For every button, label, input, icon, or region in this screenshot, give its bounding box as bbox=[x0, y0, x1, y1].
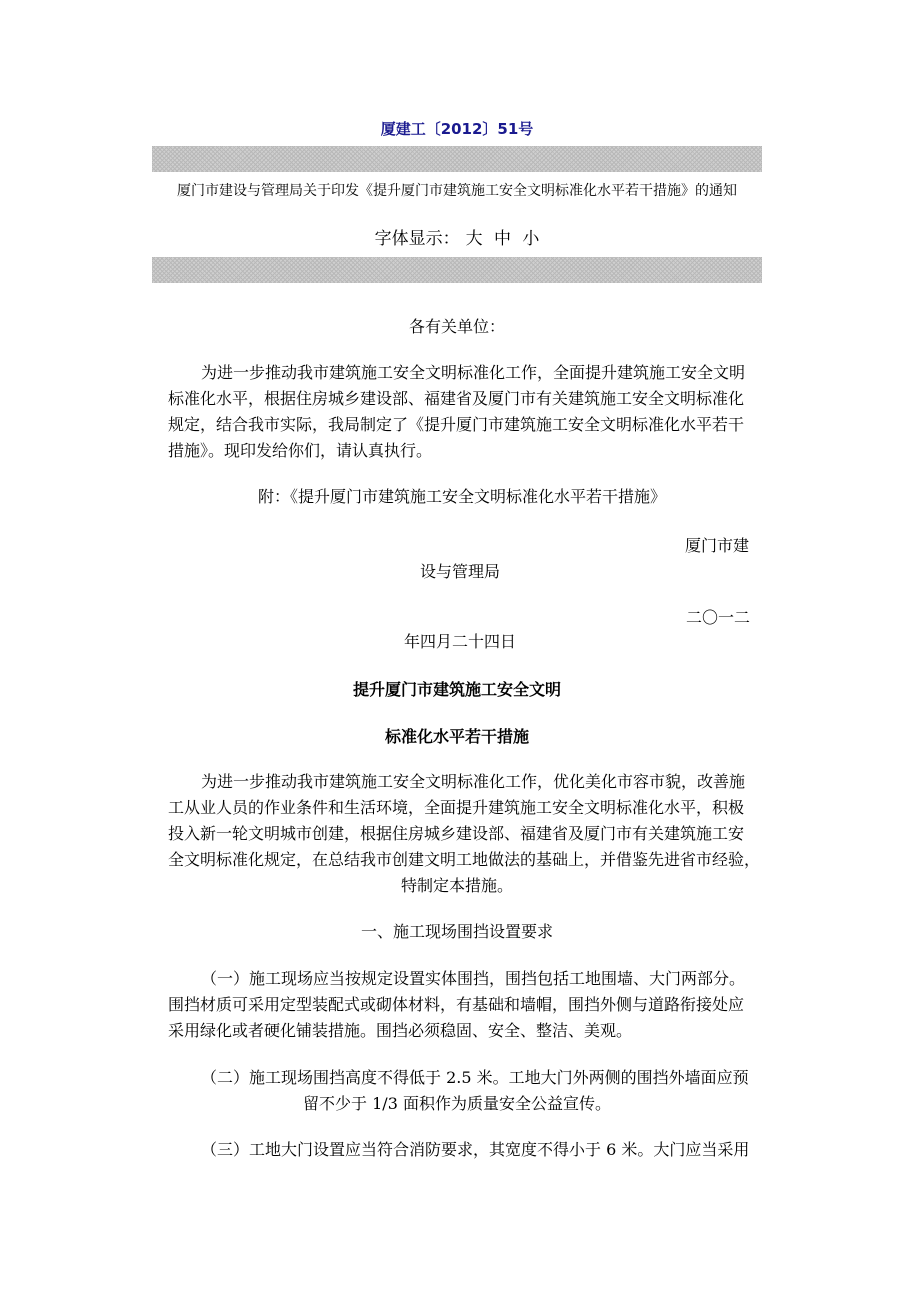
measures-intro-line: 全文明标准化规定，在总结我市创建文明工地做法的基础上，并借鉴先进省市经验， bbox=[168, 850, 761, 869]
salutation: 各有关单位： bbox=[408, 317, 505, 336]
intro-line: 规定，结合我市实际，我局制定了《提升厦门市建筑施工安全文明标准化水平若干 bbox=[168, 415, 745, 434]
font-size-large-link[interactable]: 大 bbox=[465, 229, 483, 249]
item-line: （三）工地大门设置应当符合消防要求，其宽度不得小于 6 米。大门应当采用 bbox=[201, 1140, 750, 1159]
item-line: 采用绿化或者硬化铺装措施。围挡必须稳固、安全、整洁、美观。 bbox=[168, 1021, 633, 1040]
item-line: （一）施工现场应当按规定设置实体围挡，围挡包括工地围墙、大门两部分。 bbox=[201, 969, 746, 988]
font-size-medium-link[interactable]: 中 bbox=[494, 229, 511, 249]
measures-intro-line: 工从业人员的作业条件和生活环境，全面提升建筑施工安全文明标准化水平，积极 bbox=[168, 798, 745, 817]
measures-intro-line: 为进一步推动我市建筑施工安全文明标准化工作，优化美化市容市貌，改善施 bbox=[201, 772, 746, 791]
font-size-selector bbox=[152, 224, 762, 249]
document-number: 厦建工〔2012〕51号 bbox=[380, 120, 534, 138]
signature-date-part1: 二〇一二 bbox=[686, 608, 751, 627]
measures-intro-line: 投入新一轮文明城市创建，根据住房城乡建设部、福建省及厦门市有关建筑施工安 bbox=[168, 824, 745, 843]
signature-date-part2: 年四月二十四日 bbox=[404, 632, 517, 651]
section-heading: 一、施工现场围挡设置要求 bbox=[360, 922, 553, 941]
font-size-small-link[interactable]: 小 bbox=[522, 229, 540, 249]
measures-title-line2: 标准化水平若干措施 bbox=[384, 727, 529, 746]
intro-line: 为进一步推动我市建筑施工安全文明标准化工作，全面提升建筑施工安全文明 bbox=[201, 363, 746, 382]
divider-bar-top bbox=[152, 146, 762, 172]
item-line: 围挡材质可采用定型装配式或砌体材料，有基础和墙帽，围挡外侧与道路衔接处应 bbox=[168, 995, 745, 1014]
divider-bar-bottom bbox=[152, 257, 762, 283]
intro-line: 措施》。现印发给你们，请认真执行。 bbox=[168, 441, 433, 460]
signature-org-part2: 设与管理局 bbox=[420, 562, 501, 581]
measures-intro-line: 特制定本措施。 bbox=[400, 876, 513, 895]
item-line: 留不少于 1/3 面积作为质量安全公益宣传。 bbox=[303, 1094, 611, 1113]
item-line: （二）施工现场围挡高度不得低于 2.5 米。工地大门外两侧的围挡外墙面应预 bbox=[201, 1068, 749, 1087]
signature-org-part1: 厦门市建 bbox=[685, 536, 750, 555]
notice-title: 厦门市建设与管理局关于印发《提升厦门市建筑施工安全文明标准化水平若干措施》的通知 bbox=[177, 183, 737, 199]
measures-title-line1: 提升厦门市建筑施工安全文明 bbox=[352, 680, 561, 699]
attachment-line: 附：《提升厦门市建筑施工安全文明标准化水平若干措施》 bbox=[258, 487, 667, 506]
font-size-label: 字体显示： bbox=[374, 229, 460, 249]
intro-line: 标准化水平，根据住房城乡建设部、福建省及厦门市有关建筑施工安全文明标准化 bbox=[168, 389, 745, 408]
